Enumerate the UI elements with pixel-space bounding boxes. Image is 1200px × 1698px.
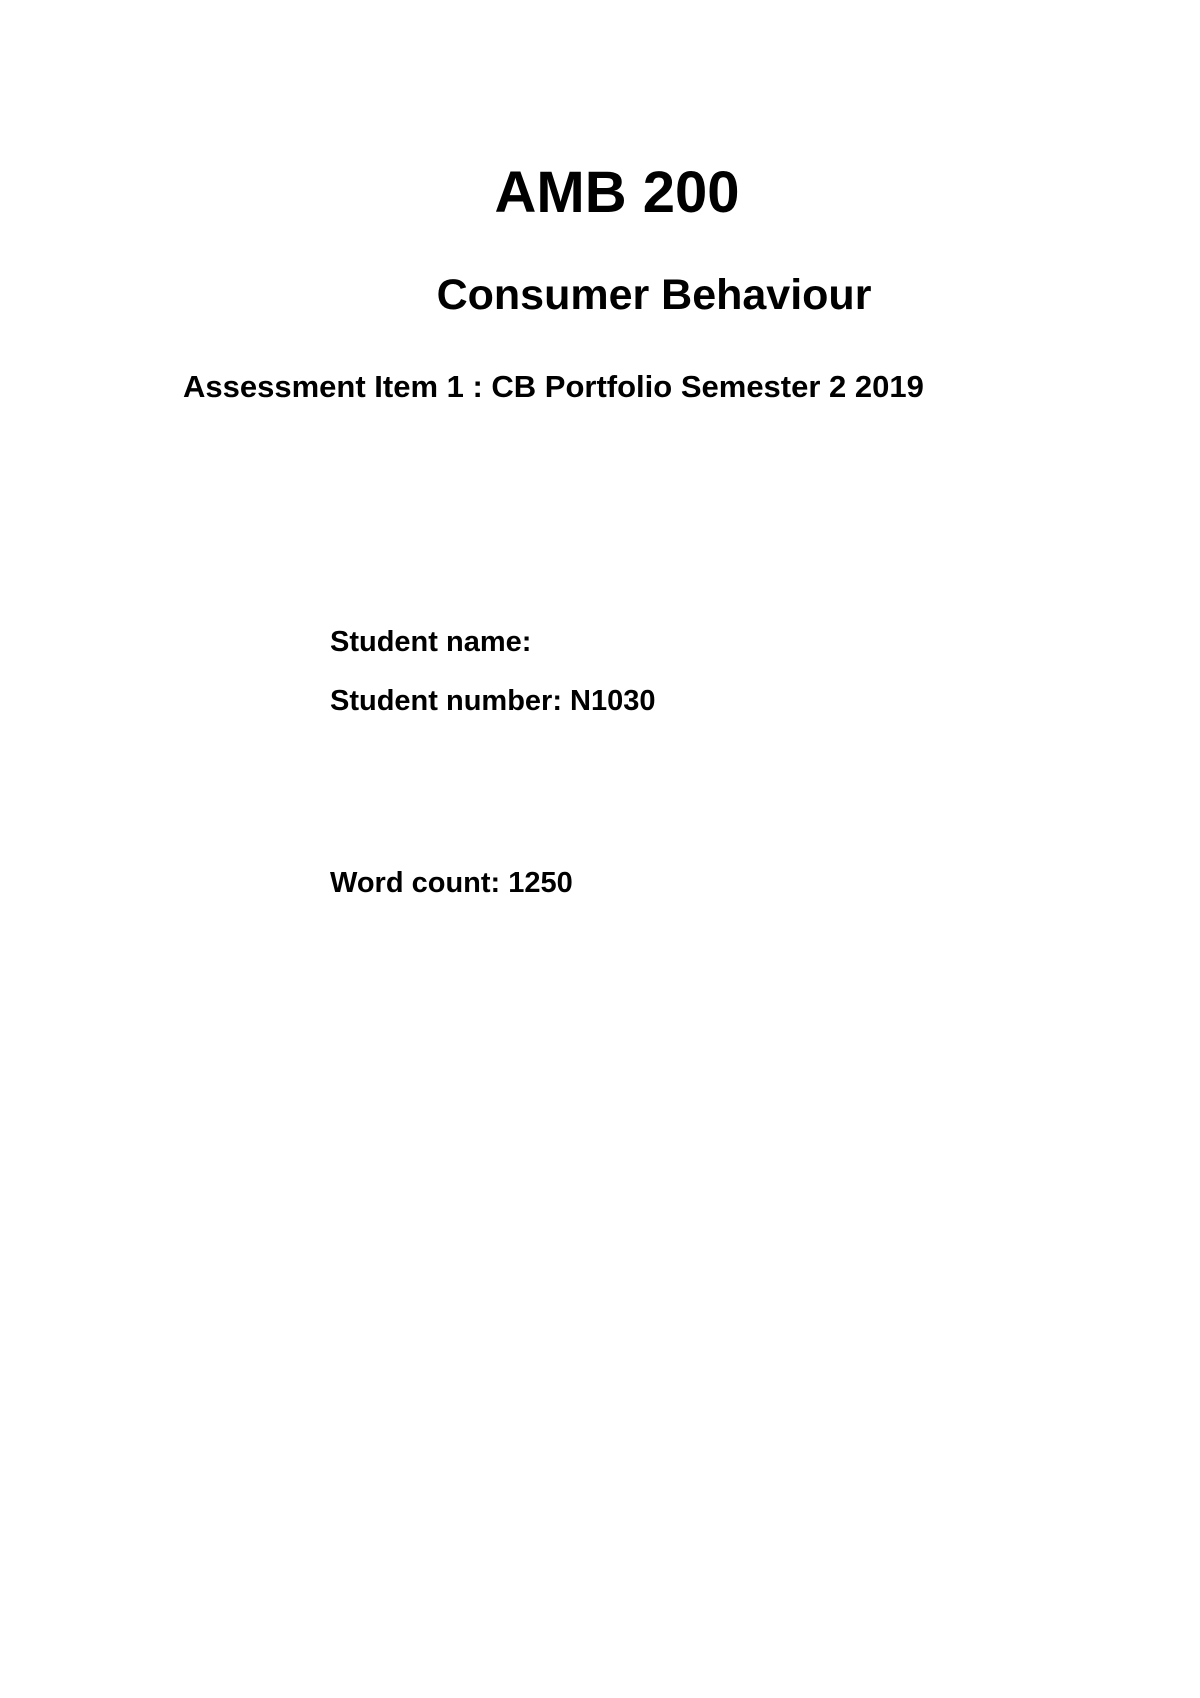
- word-count-label: Word count: 1250: [330, 867, 573, 899]
- student-number-label: Student number: N1030: [330, 685, 656, 717]
- assessment-item-line: Assessment Item 1 : CB Portfolio Semester 2 2019: [183, 369, 924, 404]
- course-code-heading: AMB 200: [494, 160, 740, 225]
- student-name-label: Student name:: [330, 626, 532, 658]
- course-title-heading: Consumer Behaviour: [436, 271, 872, 319]
